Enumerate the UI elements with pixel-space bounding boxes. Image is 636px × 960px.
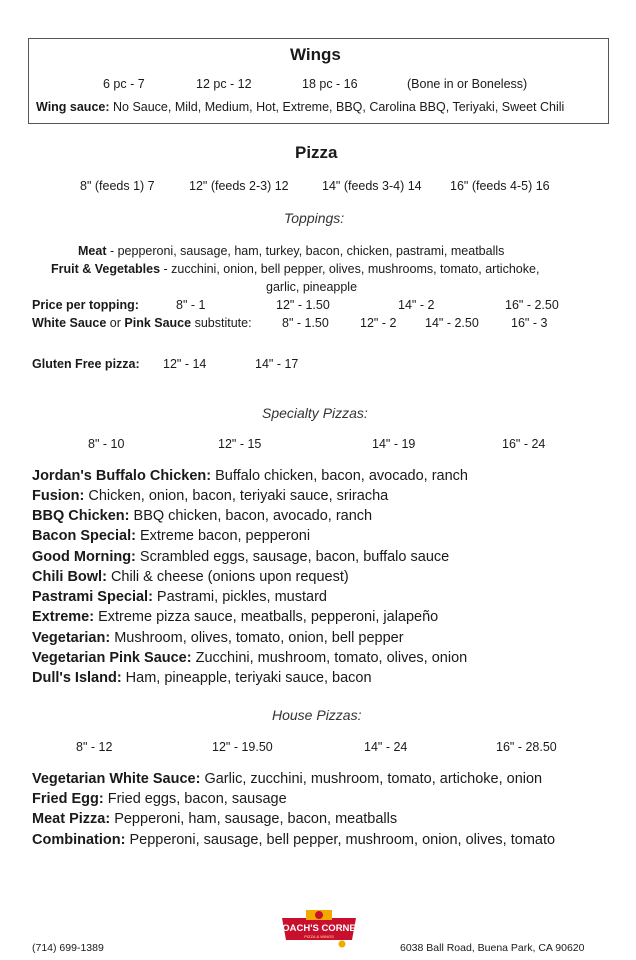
wing-sauce-label: Wing sauce: — [36, 100, 110, 114]
sauce-substitute-label — [32, 316, 252, 330]
specialty-item-desc: Pastrami, pickles, mustard — [152, 589, 327, 605]
wings-title: Wings — [290, 45, 341, 64]
wing-sauce-line — [36, 100, 564, 114]
specialty-item-name: Good Morning: — [32, 549, 136, 565]
sub-price-16: 16" - 3 — [511, 316, 548, 330]
specialty-item — [32, 528, 310, 544]
topping-price-16: 16" - 2.50 — [505, 298, 559, 312]
specialty-item-desc: Extreme bacon, pepperoni — [135, 528, 311, 544]
house-item-desc: Fried eggs, bacon, sausage — [103, 791, 287, 807]
wings-size-6: 6 pc - 7 — [103, 77, 145, 91]
wings-size-12: 12 pc - 12 — [196, 77, 252, 91]
specialty-item-name: Bacon Special: — [32, 528, 136, 544]
specialty-item-desc: BBQ chicken, bacon, avocado, ranch — [129, 508, 373, 524]
topping-price-12: 12" - 1.50 — [276, 298, 330, 312]
specialty-item-name: Dull's Island: — [32, 670, 122, 686]
specialty-heading: Specialty Pizzas: — [262, 405, 368, 421]
specialty-price-14: 14" - 19 — [372, 437, 416, 451]
specialty-item-name: Extreme: — [32, 609, 95, 625]
house-item — [32, 832, 555, 848]
wing-sauce-list: No Sauce, Mild, Medium, Hot, Extreme, BBQ, Carolina BBQ, Teriyaki, Sweet Chili — [109, 100, 565, 114]
fruit-line — [51, 262, 539, 276]
pink-sauce-label: Pink Sauce — [124, 316, 192, 330]
wings-size-18: 18 pc - 16 — [302, 77, 358, 91]
house-price-14: 14" - 24 — [364, 740, 408, 754]
house-item-name: Meat Pizza: — [32, 811, 111, 827]
house-item-desc: Pepperoni, ham, sausage, bacon, meatballs — [110, 811, 398, 827]
or-text: or — [106, 316, 125, 330]
meat-list: - pepperoni, sausage, ham, turkey, bacon, chicken, pastrami, meatballs — [106, 244, 505, 258]
pizza-size-8: 8" (feeds 1) 7 — [80, 179, 155, 193]
house-item-desc: Garlic, zucchini, mushroom, tomato, artichoke, onion — [200, 771, 543, 787]
specialty-item-desc: Buffalo chicken, bacon, avocado, ranch — [211, 468, 468, 484]
specialty-item — [32, 630, 404, 646]
fruit-line-cont: garlic, pineapple — [266, 280, 358, 294]
wings-note: (Bone in or Boneless) — [407, 77, 528, 91]
gluten-free-price-14: 14" - 17 — [255, 357, 299, 371]
specialty-item-name: Pastrami Special: — [32, 589, 153, 605]
meat-label: Meat — [78, 244, 107, 258]
house-heading: House Pizzas: — [272, 707, 362, 723]
logo-text: COACH'S CORNER — [278, 923, 360, 934]
sub-price-14: 14" - 2.50 — [425, 316, 479, 330]
logo-subtext: PIZZA & WINGS — [304, 934, 334, 939]
toppings-heading: Toppings: — [284, 210, 345, 226]
specialty-item-name: Fusion: — [32, 488, 85, 504]
specialty-item-name: Chili Bowl: — [32, 569, 107, 585]
specialty-item — [32, 670, 372, 686]
pizza-size-12: 12" (feeds 2-3) 12 — [189, 179, 289, 193]
house-item-name: Fried Egg: — [32, 791, 104, 807]
sub-price-8: 8" - 1.50 — [282, 316, 329, 330]
specialty-item-desc: Scrambled eggs, sausage, bacon, buffalo sauce — [135, 549, 450, 565]
specialty-item-name: Vegetarian Pink Sauce: — [32, 650, 192, 666]
meat-line — [78, 244, 504, 258]
price-label-text: Price per topping: — [32, 298, 139, 312]
specialty-item-desc: Zucchini, mushroom, tomato, olives, onion — [191, 650, 468, 666]
specialty-price-8: 8" - 10 — [88, 437, 125, 451]
topping-price-14: 14" - 2 — [398, 298, 435, 312]
sub-price-12: 12" - 2 — [360, 316, 397, 330]
house-item-desc: Pepperoni, sausage, bell pepper, mushroom, onion, olives, tomato — [125, 832, 556, 848]
specialty-item-desc: Ham, pineapple, teriyaki sauce, bacon — [121, 670, 372, 686]
gluten-free-label-text: Gluten Free pizza: — [32, 357, 140, 371]
footer-phone: (714) 699-1389 — [32, 942, 104, 954]
house-item — [32, 771, 542, 787]
specialty-item — [32, 549, 449, 565]
coaches-corner-logo — [278, 908, 360, 950]
specialty-item — [32, 650, 467, 666]
house-item — [32, 791, 287, 807]
footer-address: 6038 Ball Road, Buena Park, CA 90620 — [400, 942, 585, 954]
specialty-item — [32, 508, 372, 524]
logo-graphic — [278, 908, 360, 950]
specialty-price-16: 16" - 24 — [502, 437, 546, 451]
fruit-label: Fruit & Vegetables — [51, 262, 161, 276]
specialty-item-name: Jordan's Buffalo Chicken: — [32, 468, 212, 484]
substitute-text: substitute: — [191, 316, 252, 330]
house-item-name: Combination: — [32, 832, 126, 848]
specialty-item-name: Vegetarian: — [32, 630, 111, 646]
gluten-free-label — [32, 357, 140, 371]
house-item-name: Vegetarian White Sauce: — [32, 771, 201, 787]
specialty-item-desc: Extreme pizza sauce, meatballs, pepperoni, jalapeño — [94, 609, 439, 625]
specialty-price-12: 12" - 15 — [218, 437, 262, 451]
specialty-item-desc: Chicken, onion, bacon, teriyaki sauce, sriracha — [84, 488, 389, 504]
specialty-item — [32, 569, 349, 585]
specialty-item — [32, 589, 327, 605]
specialty-item — [32, 468, 468, 484]
pizza-title: Pizza — [295, 143, 338, 162]
white-sauce-label: White Sauce — [32, 316, 107, 330]
specialty-item-desc: Mushroom, olives, tomato, onion, bell pepper — [110, 630, 404, 646]
fruit-list: - zucchini, onion, bell pepper, olives, mushrooms, tomato, artichoke, — [160, 262, 540, 276]
specialty-item-name: BBQ Chicken: — [32, 508, 130, 524]
house-price-8: 8" - 12 — [76, 740, 113, 754]
topping-price-8: 8" - 1 — [176, 298, 206, 312]
house-price-16: 16" - 28.50 — [496, 740, 557, 754]
pizza-size-14: 14" (feeds 3-4) 14 — [322, 179, 422, 193]
specialty-item — [32, 609, 438, 625]
gluten-free-price-12: 12" - 14 — [163, 357, 207, 371]
house-price-12: 12" - 19.50 — [212, 740, 273, 754]
price-per-topping-label — [32, 298, 139, 312]
specialty-item-desc: Chili & cheese (onions upon request) — [106, 569, 349, 585]
specialty-item — [32, 488, 388, 504]
house-item — [32, 811, 397, 827]
pizza-size-16: 16" (feeds 4-5) 16 — [450, 179, 550, 193]
